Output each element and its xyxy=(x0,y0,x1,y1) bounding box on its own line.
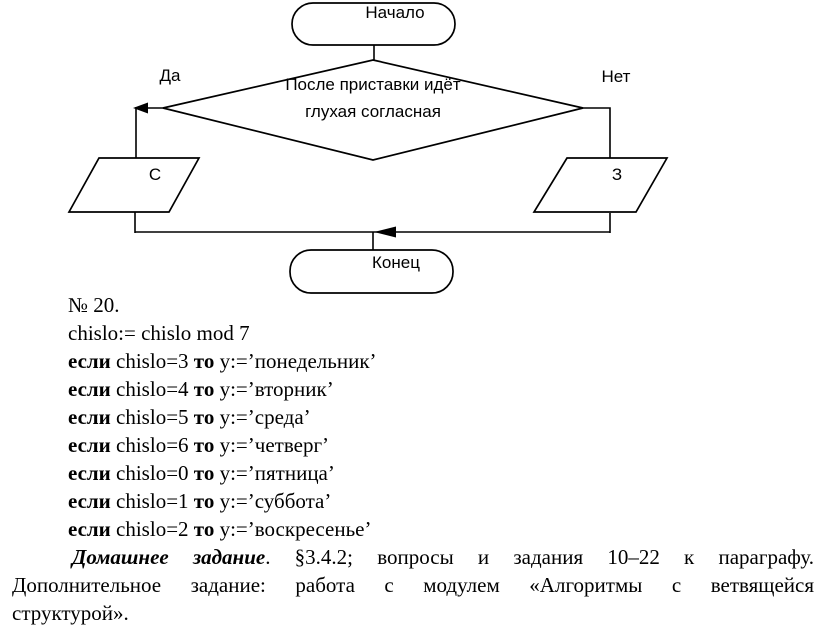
code-line-if-5 xyxy=(68,487,814,515)
decision-label-line1: После приставки идёт xyxy=(285,75,461,94)
no-branch-label: Нет xyxy=(601,67,631,86)
if-result: y:=’понедельник’ xyxy=(214,349,377,373)
assign-statement: chislo:= chislo mod 7 xyxy=(68,321,250,345)
keyword-to: то xyxy=(193,517,215,541)
keyword-to: то xyxy=(193,489,215,513)
right-io-label: З xyxy=(611,165,623,184)
decision-label-line2: глухая согласная xyxy=(305,102,441,121)
if-condition: chislo=2 xyxy=(110,517,194,541)
homework-line-2 xyxy=(12,571,814,599)
no-branch-connector xyxy=(583,108,610,158)
keyword-esli: если xyxy=(68,349,111,373)
if-condition: chislo=4 xyxy=(110,377,194,401)
yes-branch-label: Да xyxy=(159,66,181,85)
keyword-to: то xyxy=(193,461,215,485)
keyword-to: то xyxy=(193,349,215,373)
homework-line-3 xyxy=(12,599,814,626)
left-io-label: С xyxy=(148,165,162,184)
keyword-to: то xyxy=(193,377,215,401)
task-number: № 20. xyxy=(68,293,120,317)
task-number-line xyxy=(68,291,814,319)
if-result: y:=’пятница’ xyxy=(214,461,335,485)
keyword-esli: если xyxy=(68,377,111,401)
if-condition: chislo=3 xyxy=(110,349,194,373)
if-condition: chislo=5 xyxy=(110,405,194,429)
code-line-if-4 xyxy=(68,459,814,487)
if-condition: chislo=6 xyxy=(110,433,194,457)
merge-arrowhead-icon xyxy=(374,227,396,238)
code-line-if-6 xyxy=(68,515,814,543)
keyword-esli: если xyxy=(68,461,111,485)
keyword-esli: если xyxy=(68,489,111,513)
code-line-if-2 xyxy=(68,403,814,431)
left-io-parallelogram xyxy=(69,158,199,212)
homework-line-2-text: Дополнительное задание: работа с модулем «Алгоритмы с ветвящейся xyxy=(12,573,814,597)
code-line-if-0 xyxy=(68,347,814,375)
body-text xyxy=(12,291,814,626)
start-terminator-label: Начало xyxy=(365,3,425,22)
if-result: y:=’среда’ xyxy=(214,405,311,429)
if-result: y:=’суббота’ xyxy=(214,489,332,513)
keyword-to: то xyxy=(193,405,215,429)
if-result: y:=’вторник’ xyxy=(214,377,334,401)
keyword-esli: если xyxy=(68,433,111,457)
right-io-parallelogram xyxy=(534,158,667,212)
homework-line-1 xyxy=(12,543,814,571)
code-line-if-1 xyxy=(68,375,814,403)
code-line-assign xyxy=(68,319,814,347)
keyword-esli: если xyxy=(68,405,111,429)
if-condition: chislo=1 xyxy=(110,489,194,513)
end-terminator-label: Конец xyxy=(372,253,420,272)
keyword-to: то xyxy=(193,433,215,457)
if-result: y:=’четверг’ xyxy=(214,433,330,457)
keyword-esli: если xyxy=(68,517,111,541)
homework-line-3-text: структурой». xyxy=(12,601,129,625)
if-result: y:=’воскресенье’ xyxy=(214,517,372,541)
flowchart xyxy=(0,0,816,300)
code-line-if-3 xyxy=(68,431,814,459)
homework-lead: Домашнее задание xyxy=(72,545,266,569)
if-condition: chislo=0 xyxy=(110,461,194,485)
homework-rest: . §3.4.2; вопросы и задания 10–22 к параграфу. xyxy=(265,545,815,569)
